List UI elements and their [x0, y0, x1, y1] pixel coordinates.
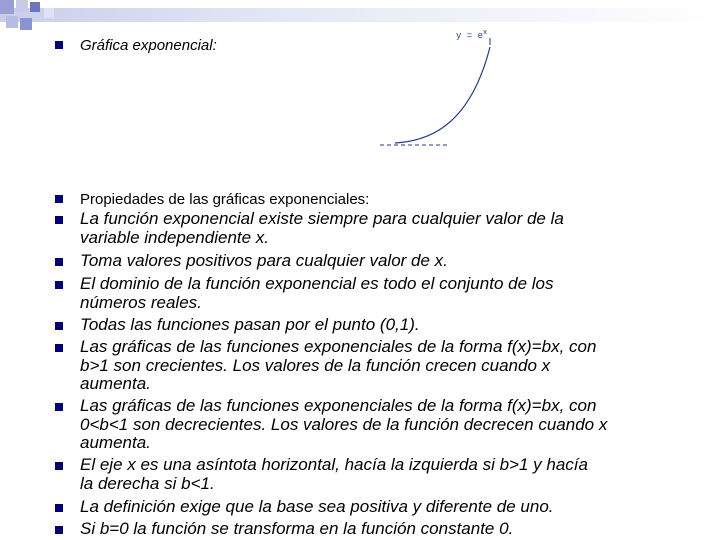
bullet-icon: [55, 526, 63, 534]
bullet-icon: [55, 281, 63, 289]
graph-title-item: Gráfica exponencial:: [80, 37, 217, 54]
property-item-line: Las gráficas de las funciones exponenciales de la forma f(x)=bx, con: [80, 337, 597, 356]
property-item-line: La definición exige que la base sea positiva y diferente de uno.: [80, 497, 554, 516]
property-item-line: la derecha si b<1.: [80, 473, 215, 493]
graph-label: $y = e^x$: [456, 29, 488, 41]
header-decoration: [0, 0, 720, 34]
property-item-line: 0<b<1 son decrecientes. Los valores de la función decrecen cuando x: [80, 414, 608, 434]
bullet-icon: [55, 322, 63, 330]
deco-square: [30, 2, 40, 12]
property-item-line: b>1 son crecientes. Los valores de la función crecen cuando x: [80, 355, 551, 375]
bullet-icon: [55, 403, 63, 411]
bullet-icon: [55, 504, 63, 512]
property-item-line: Toma valores positivos para cualquier valor de x.: [80, 251, 448, 270]
bullet-icon: [55, 195, 63, 203]
property-item-line: El eje x es una asíntota horizontal, hacía la izquierda si b>1 y hacía: [80, 455, 588, 474]
header-gradient-band: [0, 8, 720, 22]
deco-square: [6, 16, 18, 28]
bullet-icon: [55, 258, 63, 266]
property-item-line: números reales.: [80, 292, 202, 312]
property-item-line: variable independiente x.: [80, 227, 270, 247]
bullet-icon: [55, 344, 63, 352]
deco-square: [44, 8, 54, 18]
deco-square: [0, 0, 14, 14]
property-item-line: La función exponencial existe siempre para cualquier valor de la: [80, 209, 564, 228]
property-item-line: aumenta.: [80, 374, 151, 393]
property-item-line: aumenta.: [80, 433, 151, 452]
property-item-line: Las gráficas de las funciones exponenciales de la forma f(x)=bx, con: [80, 396, 597, 415]
bullet-icon: [55, 462, 63, 470]
exponential-curve: [395, 47, 490, 143]
property-item-line: Si b=0 la función se transforma en la función constante 0.: [80, 519, 514, 538]
deco-square: [20, 18, 32, 30]
deco-square: [16, 0, 28, 12]
property-item-line: Todas las funciones pasan por el punto (0,1).: [80, 315, 420, 334]
bullet-icon: [55, 41, 63, 49]
properties-header: Propiedades de las gráficas exponenciales:: [80, 191, 370, 208]
bullet-icon: [55, 216, 63, 224]
property-item-line: El dominio de la función exponencial es todo el conjunto de los: [80, 274, 554, 293]
exponential-graph: [370, 25, 505, 155]
